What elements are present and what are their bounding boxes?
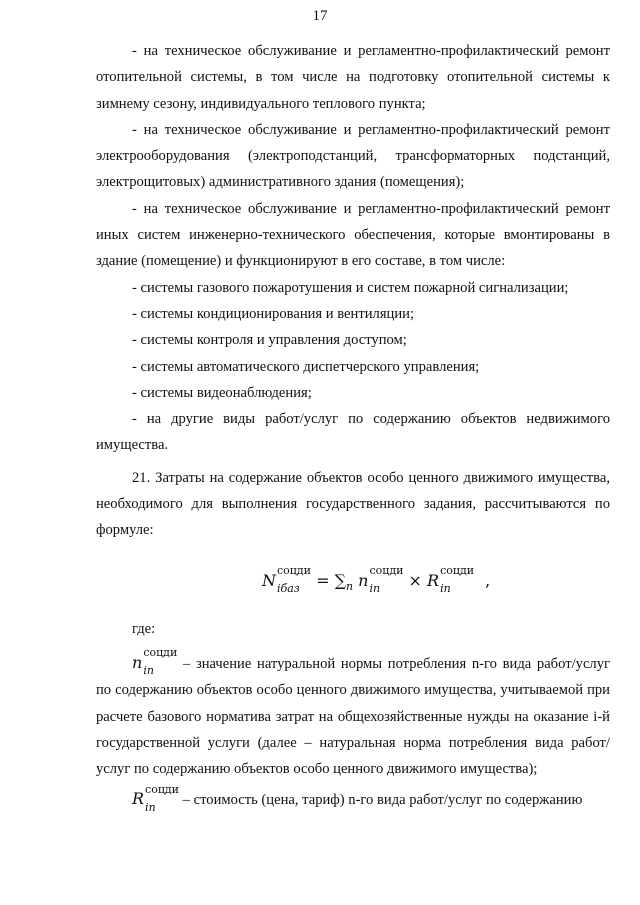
list-subitem: - системы газового пожаротушения и систем пожарной сигнализации; <box>132 279 569 296</box>
formula-term2-sub: in <box>440 582 451 596</box>
formula-term1 <box>358 566 403 596</box>
formula-term2-sup: соцди <box>440 564 475 578</box>
formula-sum-symbol: ∑ <box>334 570 346 590</box>
formula-equals: = <box>316 570 330 590</box>
list-item: - на техническое обслуживание и регламентно-профилактический ремонт электрооборудования (электроподстанций, трансформаторных подстанций, электрощитовых) административного здания (помещения); <box>96 121 610 191</box>
where-label: где: <box>132 620 156 637</box>
definition-r-sub: in <box>145 800 156 814</box>
section-21-paragraph: 21. Затраты на содержание объектов особо ценного движимого имущества, необходимого для выполнения государственного задания, рассчитываются по формуле: <box>96 469 610 539</box>
formula-times: × <box>408 570 422 590</box>
formula-lhs-sub: iбаз <box>277 582 300 596</box>
list-item: - на техническое обслуживание и регламентно-профилактический ремонт отопительной системы, в том числе на подготовку отопительной системы к зимнему сезону, индивидуального теплового пункта; <box>96 43 610 112</box>
document-body <box>96 38 610 814</box>
definition-r-symbol-group <box>132 782 180 814</box>
definition-n-symbol: n <box>132 652 143 672</box>
formula-term1-sub: in <box>369 582 381 596</box>
list-subitem: - системы контроля и управления доступом; <box>132 332 407 349</box>
formula-term2 <box>427 566 474 596</box>
definition-r-symbol: R <box>132 789 145 809</box>
formula-lhs-symbol: N <box>262 570 276 590</box>
cost-formula <box>96 566 610 598</box>
definition-r-text: – стоимость (цена, тариф) n-го вида работ/услуг по содержанию <box>179 792 583 809</box>
formula-term2-symbol: R <box>427 570 440 590</box>
list-subitem: - системы кондиционирования и вентиляции; <box>132 305 415 322</box>
definition-n-symbol-group <box>132 646 178 678</box>
list-item: - на техническое обслуживание и регламентно-профилактический ремонт иных систем инженерно-технического обеспечения, которые вмонтированы в здание (помещение) и функционируют в его составе, в том числе: <box>96 200 610 270</box>
definition-n-sub: in <box>143 664 154 678</box>
list-subitem: - на другие виды работ/услуг по содержанию объектов недвижимого имущества. <box>96 411 610 454</box>
definition-n-sup: соцди <box>143 646 178 660</box>
list-subitem: - системы видеонаблюдения; <box>132 384 312 401</box>
definition-n-text: – значение натуральной нормы потребления n-го вида работ/услуг по содержанию объектов особо ценного движимого имущества, учитываемой при расчете базового норматива затрат на общехозяйственные нужды на оказание i-й государственной услуги (далее – натуральная норма потребления вида работ/услуг по содержанию объектов особо ценного движимого имущества); <box>96 655 610 778</box>
formula-term1-symbol: n <box>358 570 369 590</box>
definition-n <box>96 646 610 782</box>
definition-r-sup: соцди <box>145 782 180 796</box>
page-number: 17 <box>312 8 328 24</box>
formula-term1-sup: соцди <box>369 564 404 578</box>
list-subitem: - системы автоматического диспетчерского управления; <box>132 358 480 375</box>
definition-r <box>96 782 610 814</box>
formula-lhs <box>262 566 311 596</box>
formula-trailing-comma: , <box>485 570 491 590</box>
formula-sum-sub: n <box>345 579 354 593</box>
formula-lhs-sup: соцди <box>277 564 311 578</box>
